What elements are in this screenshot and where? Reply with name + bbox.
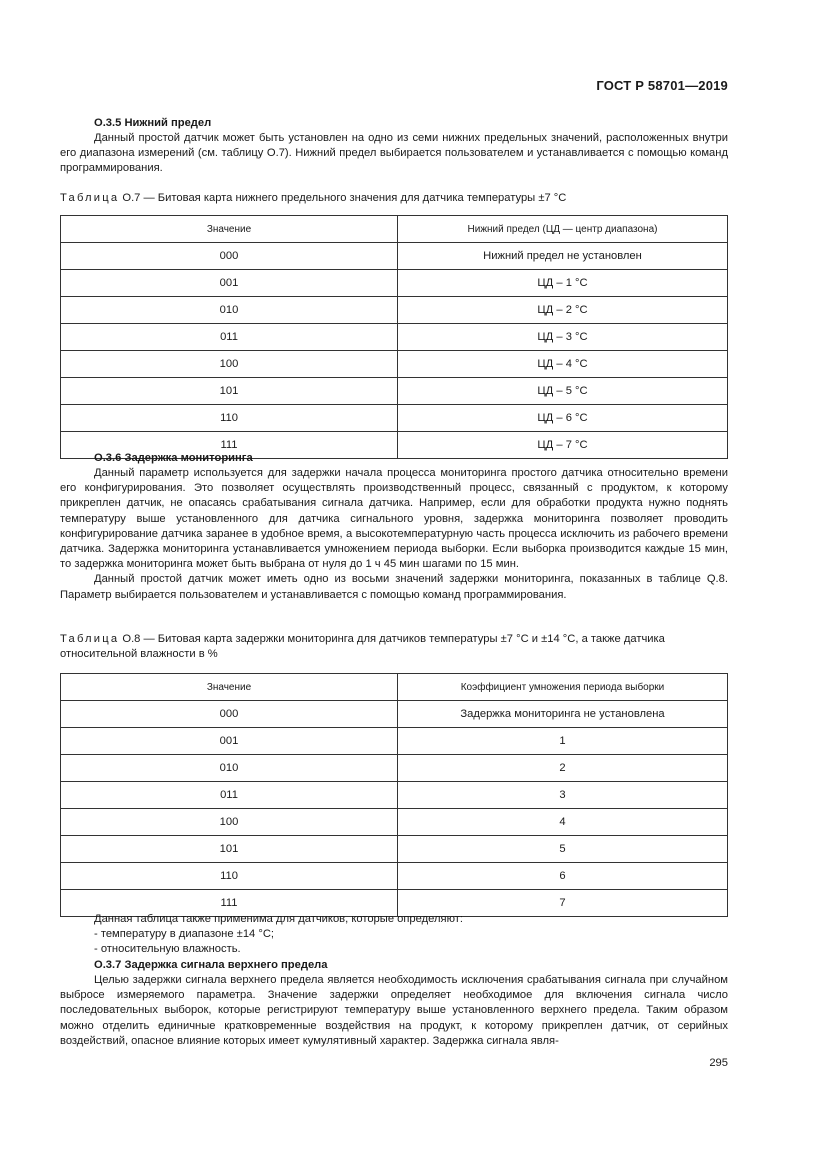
value-cell: 110 [61, 863, 398, 890]
bitmap-table [60, 673, 728, 917]
table-row [61, 809, 728, 836]
description-cell: ЦД – 1 °С [398, 270, 728, 297]
description-cell: Задержка мониторинга не установлена [398, 701, 728, 728]
description-cell: 4 [398, 809, 728, 836]
description-cell: ЦД – 5 °С [398, 378, 728, 405]
caption-text: О.7 — Битовая карта нижнего предельного значения для датчика температуры ±7 °С [122, 192, 567, 204]
description-cell: 3 [398, 782, 728, 809]
document-id: ГОСТ Р 58701—2019 [596, 78, 728, 93]
section-o35 [60, 116, 728, 177]
table-row [61, 378, 728, 405]
applicability-note [60, 912, 728, 958]
table-o7 [60, 215, 728, 459]
list-item: - температуру в диапазоне ±14 °С; [94, 928, 275, 941]
value-cell: 000 [61, 243, 398, 270]
section-heading: О.3.7 Задержка сигнала верхнего предела [94, 959, 328, 971]
description-cell: Нижний предел не установлен [398, 243, 728, 270]
section-paragraph: Данный простой датчик может иметь одно из восьми значений задержки мониторинга, показанных в таблице Q.8. Параметр выбирается пользователем и устанавливается с помощью команд программирования. [60, 573, 728, 601]
value-cell: 001 [61, 728, 398, 755]
table-row [61, 270, 728, 297]
value-cell: 111 [61, 890, 398, 917]
table-row [61, 405, 728, 432]
column-header: Нижний предел (ЦД — центр диапазона) [398, 216, 728, 243]
table-row [61, 701, 728, 728]
value-cell: 000 [61, 701, 398, 728]
section-o37 [60, 958, 728, 1049]
table-row [61, 297, 728, 324]
table-row [61, 243, 728, 270]
description-cell: 2 [398, 755, 728, 782]
table-row [61, 863, 728, 890]
value-cell: 010 [61, 755, 398, 782]
caption-text: О.8 — Битовая карта задержки мониторинга для датчиков температуры ±7 °С и ±14 °С, а также датчика относительной влажности в % [60, 633, 665, 661]
description-cell: ЦД – 7 °С [398, 432, 728, 459]
value-cell: 111 [61, 432, 398, 459]
section-o36 [60, 451, 728, 603]
table-row [61, 728, 728, 755]
bitmap-table [60, 215, 728, 459]
value-cell: 101 [61, 378, 398, 405]
page-number: 295 [709, 1057, 728, 1069]
value-cell: 101 [61, 836, 398, 863]
table-caption [60, 191, 728, 206]
table-row [61, 324, 728, 351]
column-header: Значение [61, 674, 398, 701]
table-o8 [60, 673, 728, 917]
table-row [61, 351, 728, 378]
section-paragraph: Данный простой датчик может быть установлен на одно из семи нижних предельных значений, расположенных внутри его диапазона измерений (см. таблицу О.7). Нижний предел выбирается пользователем и устанавливается с помощью команд программирования. [60, 132, 728, 175]
value-cell: 100 [61, 809, 398, 836]
table-row [61, 836, 728, 863]
section-heading: О.3.6 Задержка мониторинга [94, 452, 253, 464]
description-cell: 1 [398, 728, 728, 755]
description-cell: 6 [398, 863, 728, 890]
section-heading: О.3.5 Нижний предел [94, 117, 212, 129]
description-cell: ЦД – 3 °С [398, 324, 728, 351]
description-cell: 5 [398, 836, 728, 863]
value-cell: 110 [61, 405, 398, 432]
column-header: Коэффициент умножения периода выборки [398, 674, 728, 701]
value-cell: 100 [61, 351, 398, 378]
description-cell: ЦД – 2 °С [398, 297, 728, 324]
note-intro: Данная таблица также применима для датчиков, которые определяют: [94, 913, 463, 925]
value-cell: 010 [61, 297, 398, 324]
value-cell: 011 [61, 782, 398, 809]
description-cell: 7 [398, 890, 728, 917]
table-caption [60, 632, 728, 662]
table-row [61, 755, 728, 782]
list-item: - относительную влажность. [94, 943, 241, 956]
description-cell: ЦД – 4 °С [398, 351, 728, 378]
description-cell: ЦД – 6 °С [398, 405, 728, 432]
caption-label: Таблица [60, 633, 120, 645]
column-header: Значение [61, 216, 398, 243]
table-row [61, 782, 728, 809]
section-paragraph: Данный параметр используется для задержки начала процесса мониторинга простого датчика относительно времени его конфигурирования. Это позволяет осуществлять производственный процесс, связанный с продуктом, к которому прикреплен датчик, не опасаясь срабатывания сигнала датчика. Например, если для обработки продукта нужно поднять температуру выше установленного для датчика сигнального уровня, задержка мониторинга позволяет проводить конфигурирование датчика заранее в удобное время, а высокотемпературную часть процесса исключить из рабочего времени датчика. Задержка мониторинга устанавливается умножением периода выборки. Если выборка производится каждые 15 мин, то задержка мониторинга может быть выбрана от нуля до 1 ч 45 мин шагами по 15 мин. [60, 467, 728, 571]
section-paragraph: Целью задержки сигнала верхнего предела является необходимость исключения срабатывания сигнала при случайном выбросе измеряемого параметра. Значение задержки определяет необходимое для включения сигнала число последовательных выборок, которые регистрируют температуру выше установленного верхнего предела. Таким образом можно отделить единичные кратковременные воздействия на продукт, к которому прикреплен датчик, от серийных воздействий, опасное влияние которых имеет кумулятивный характер. Задержка сигнала явля- [60, 974, 728, 1047]
value-cell: 011 [61, 324, 398, 351]
caption-label: Таблица [60, 192, 120, 204]
value-cell: 001 [61, 270, 398, 297]
